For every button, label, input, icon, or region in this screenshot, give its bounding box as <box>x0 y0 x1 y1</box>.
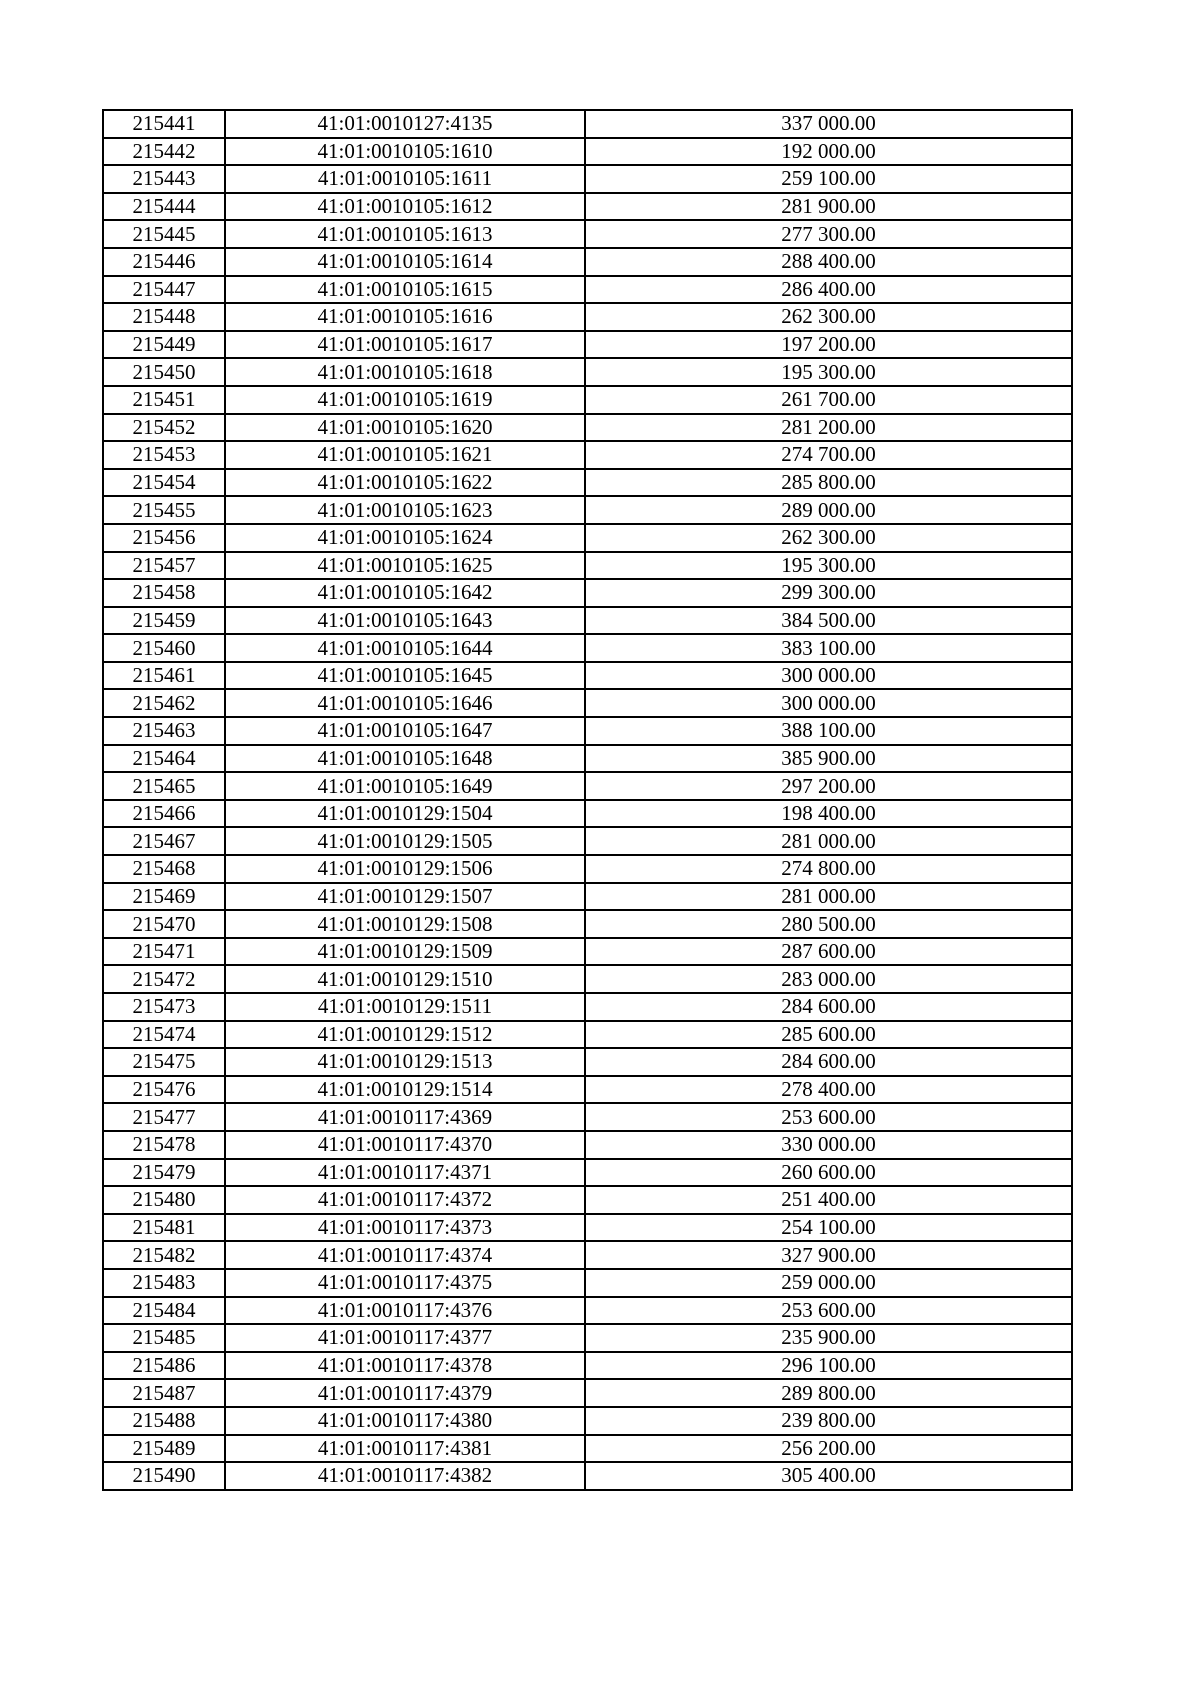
value-cell: 251 400.00 <box>585 1186 1072 1214</box>
row-number-cell: 215490 <box>103 1462 225 1490</box>
value-cell: 260 600.00 <box>585 1159 1072 1187</box>
table-row <box>103 1241 1072 1269</box>
cadastral-number-cell: 41:01:0010105:1644 <box>225 634 585 662</box>
row-number-cell: 215454 <box>103 469 225 497</box>
table-row <box>103 414 1072 442</box>
cadastral-number-cell: 41:01:0010105:1611 <box>225 165 585 193</box>
row-number-cell: 215487 <box>103 1379 225 1407</box>
cadastral-number-cell: 41:01:0010105:1625 <box>225 552 585 580</box>
data-table <box>102 109 1073 1491</box>
row-number-cell: 215444 <box>103 193 225 221</box>
table-row <box>103 220 1072 248</box>
table-row <box>103 138 1072 166</box>
table-row <box>103 662 1072 690</box>
table-row <box>103 1435 1072 1463</box>
table-row <box>103 717 1072 745</box>
value-cell: 297 200.00 <box>585 772 1072 800</box>
row-number-cell: 215475 <box>103 1048 225 1076</box>
cadastral-number-cell: 41:01:0010105:1621 <box>225 441 585 469</box>
row-number-cell: 215462 <box>103 689 225 717</box>
row-number-cell: 215470 <box>103 910 225 938</box>
row-number-cell: 215488 <box>103 1407 225 1435</box>
row-number-cell: 215476 <box>103 1076 225 1104</box>
row-number-cell: 215474 <box>103 1021 225 1049</box>
value-cell: 286 400.00 <box>585 276 1072 304</box>
table-row <box>103 1407 1072 1435</box>
cadastral-number-cell: 41:01:0010105:1622 <box>225 469 585 497</box>
row-number-cell: 215486 <box>103 1352 225 1380</box>
table-row <box>103 524 1072 552</box>
row-number-cell: 215457 <box>103 552 225 580</box>
table-row <box>103 1462 1072 1490</box>
row-number-cell: 215465 <box>103 772 225 800</box>
value-cell: 198 400.00 <box>585 800 1072 828</box>
row-number-cell: 215449 <box>103 331 225 359</box>
cadastral-number-cell: 41:01:0010117:4378 <box>225 1352 585 1380</box>
value-cell: 284 600.00 <box>585 993 1072 1021</box>
cadastral-number-cell: 41:01:0010105:1642 <box>225 579 585 607</box>
table-row <box>103 1352 1072 1380</box>
cadastral-number-cell: 41:01:0010105:1623 <box>225 496 585 524</box>
table-row <box>103 1379 1072 1407</box>
row-number-cell: 215464 <box>103 745 225 773</box>
value-cell: 330 000.00 <box>585 1131 1072 1159</box>
cadastral-number-cell: 41:01:0010117:4375 <box>225 1269 585 1297</box>
value-cell: 259 000.00 <box>585 1269 1072 1297</box>
value-cell: 262 300.00 <box>585 524 1072 552</box>
value-cell: 195 300.00 <box>585 358 1072 386</box>
row-number-cell: 215446 <box>103 248 225 276</box>
row-number-cell: 215461 <box>103 662 225 690</box>
row-number-cell: 215456 <box>103 524 225 552</box>
cadastral-number-cell: 41:01:0010129:1512 <box>225 1021 585 1049</box>
value-cell: 253 600.00 <box>585 1297 1072 1325</box>
cadastral-number-cell: 41:01:0010105:1613 <box>225 220 585 248</box>
cadastral-number-cell: 41:01:0010117:4380 <box>225 1407 585 1435</box>
cadastral-number-cell: 41:01:0010129:1507 <box>225 883 585 911</box>
row-number-cell: 215485 <box>103 1324 225 1352</box>
row-number-cell: 215472 <box>103 965 225 993</box>
row-number-cell: 215448 <box>103 303 225 331</box>
row-number-cell: 215468 <box>103 855 225 883</box>
value-cell: 281 000.00 <box>585 827 1072 855</box>
value-cell: 300 000.00 <box>585 689 1072 717</box>
value-cell: 283 000.00 <box>585 965 1072 993</box>
value-cell: 280 500.00 <box>585 910 1072 938</box>
cadastral-number-cell: 41:01:0010105:1617 <box>225 331 585 359</box>
cadastral-number-cell: 41:01:0010117:4382 <box>225 1462 585 1490</box>
row-number-cell: 215458 <box>103 579 225 607</box>
cadastral-number-cell: 41:01:0010129:1504 <box>225 800 585 828</box>
cadastral-number-cell: 41:01:0010127:4135 <box>225 110 585 138</box>
table-row <box>103 441 1072 469</box>
cadastral-number-cell: 41:01:0010117:4374 <box>225 1241 585 1269</box>
value-cell: 253 600.00 <box>585 1103 1072 1131</box>
value-cell: 262 300.00 <box>585 303 1072 331</box>
value-cell: 281 900.00 <box>585 193 1072 221</box>
value-cell: 285 800.00 <box>585 469 1072 497</box>
row-number-cell: 215489 <box>103 1435 225 1463</box>
value-cell: 197 200.00 <box>585 331 1072 359</box>
cadastral-number-cell: 41:01:0010105:1618 <box>225 358 585 386</box>
table-row <box>103 1186 1072 1214</box>
cadastral-number-cell: 41:01:0010129:1510 <box>225 965 585 993</box>
table-row <box>103 1076 1072 1104</box>
row-number-cell: 215452 <box>103 414 225 442</box>
row-number-cell: 215471 <box>103 938 225 966</box>
row-number-cell: 215466 <box>103 800 225 828</box>
table-row <box>103 800 1072 828</box>
cadastral-number-cell: 41:01:0010105:1647 <box>225 717 585 745</box>
cadastral-number-cell: 41:01:0010117:4372 <box>225 1186 585 1214</box>
table-row <box>103 552 1072 580</box>
table-row <box>103 1214 1072 1242</box>
value-cell: 289 000.00 <box>585 496 1072 524</box>
row-number-cell: 215481 <box>103 1214 225 1242</box>
row-number-cell: 215453 <box>103 441 225 469</box>
cadastral-number-cell: 41:01:0010129:1505 <box>225 827 585 855</box>
value-cell: 235 900.00 <box>585 1324 1072 1352</box>
cadastral-number-cell: 41:01:0010105:1645 <box>225 662 585 690</box>
table-row <box>103 1297 1072 1325</box>
cadastral-number-cell: 41:01:0010129:1506 <box>225 855 585 883</box>
table-row <box>103 1021 1072 1049</box>
table-row <box>103 1324 1072 1352</box>
cadastral-number-cell: 41:01:0010105:1614 <box>225 248 585 276</box>
table-row <box>103 469 1072 497</box>
table-row <box>103 303 1072 331</box>
table-row <box>103 1103 1072 1131</box>
table-row <box>103 1048 1072 1076</box>
cadastral-number-cell: 41:01:0010105:1646 <box>225 689 585 717</box>
value-cell: 327 900.00 <box>585 1241 1072 1269</box>
value-cell: 239 800.00 <box>585 1407 1072 1435</box>
row-number-cell: 215483 <box>103 1269 225 1297</box>
table-row <box>103 965 1072 993</box>
table-row <box>103 772 1072 800</box>
value-cell: 300 000.00 <box>585 662 1072 690</box>
value-cell: 388 100.00 <box>585 717 1072 745</box>
cadastral-number-cell: 41:01:0010129:1509 <box>225 938 585 966</box>
row-number-cell: 215441 <box>103 110 225 138</box>
row-number-cell: 215447 <box>103 276 225 304</box>
cadastral-number-cell: 41:01:0010117:4376 <box>225 1297 585 1325</box>
row-number-cell: 215477 <box>103 1103 225 1131</box>
row-number-cell: 215460 <box>103 634 225 662</box>
row-number-cell: 215451 <box>103 386 225 414</box>
row-number-cell: 215479 <box>103 1159 225 1187</box>
row-number-cell: 215442 <box>103 138 225 166</box>
table-row <box>103 607 1072 635</box>
cadastral-number-cell: 41:01:0010129:1514 <box>225 1076 585 1104</box>
row-number-cell: 215482 <box>103 1241 225 1269</box>
table-row <box>103 855 1072 883</box>
cadastral-number-cell: 41:01:0010117:4369 <box>225 1103 585 1131</box>
value-cell: 284 600.00 <box>585 1048 1072 1076</box>
cadastral-number-cell: 41:01:0010117:4371 <box>225 1159 585 1187</box>
cadastral-number-cell: 41:01:0010117:4379 <box>225 1379 585 1407</box>
cadastral-number-cell: 41:01:0010117:4381 <box>225 1435 585 1463</box>
value-cell: 256 200.00 <box>585 1435 1072 1463</box>
row-number-cell: 215469 <box>103 883 225 911</box>
cadastral-number-cell: 41:01:0010129:1513 <box>225 1048 585 1076</box>
value-cell: 281 200.00 <box>585 414 1072 442</box>
table-row <box>103 579 1072 607</box>
cadastral-number-cell: 41:01:0010105:1616 <box>225 303 585 331</box>
cadastral-number-cell: 41:01:0010105:1619 <box>225 386 585 414</box>
value-cell: 337 000.00 <box>585 110 1072 138</box>
table-row <box>103 993 1072 1021</box>
value-cell: 384 500.00 <box>585 607 1072 635</box>
cadastral-number-cell: 41:01:0010129:1511 <box>225 993 585 1021</box>
table-row <box>103 634 1072 662</box>
table-row <box>103 910 1072 938</box>
table-row <box>103 331 1072 359</box>
value-cell: 288 400.00 <box>585 248 1072 276</box>
table-row <box>103 165 1072 193</box>
table-row <box>103 1269 1072 1297</box>
value-cell: 281 000.00 <box>585 883 1072 911</box>
table-row <box>103 745 1072 773</box>
cadastral-number-cell: 41:01:0010105:1643 <box>225 607 585 635</box>
value-cell: 383 100.00 <box>585 634 1072 662</box>
table-row <box>103 496 1072 524</box>
value-cell: 385 900.00 <box>585 745 1072 773</box>
row-number-cell: 215467 <box>103 827 225 855</box>
cadastral-number-cell: 41:01:0010105:1649 <box>225 772 585 800</box>
value-cell: 195 300.00 <box>585 552 1072 580</box>
row-number-cell: 215478 <box>103 1131 225 1159</box>
cadastral-number-cell: 41:01:0010105:1615 <box>225 276 585 304</box>
row-number-cell: 215450 <box>103 358 225 386</box>
cadastral-number-cell: 41:01:0010117:4373 <box>225 1214 585 1242</box>
value-cell: 299 300.00 <box>585 579 1072 607</box>
table-body <box>103 110 1072 1490</box>
value-cell: 192 000.00 <box>585 138 1072 166</box>
cadastral-number-cell: 41:01:0010117:4377 <box>225 1324 585 1352</box>
value-cell: 259 100.00 <box>585 165 1072 193</box>
table-row <box>103 938 1072 966</box>
value-cell: 277 300.00 <box>585 220 1072 248</box>
value-cell: 285 600.00 <box>585 1021 1072 1049</box>
value-cell: 254 100.00 <box>585 1214 1072 1242</box>
cadastral-number-cell: 41:01:0010105:1648 <box>225 745 585 773</box>
cadastral-number-cell: 41:01:0010105:1610 <box>225 138 585 166</box>
table-row <box>103 827 1072 855</box>
value-cell: 296 100.00 <box>585 1352 1072 1380</box>
value-cell: 274 800.00 <box>585 855 1072 883</box>
value-cell: 305 400.00 <box>585 1462 1072 1490</box>
table-row <box>103 193 1072 221</box>
row-number-cell: 215455 <box>103 496 225 524</box>
value-cell: 261 700.00 <box>585 386 1072 414</box>
row-number-cell: 215445 <box>103 220 225 248</box>
cadastral-number-cell: 41:01:0010117:4370 <box>225 1131 585 1159</box>
cadastral-number-cell: 41:01:0010105:1620 <box>225 414 585 442</box>
row-number-cell: 215473 <box>103 993 225 1021</box>
row-number-cell: 215463 <box>103 717 225 745</box>
table-row <box>103 689 1072 717</box>
value-cell: 289 800.00 <box>585 1379 1072 1407</box>
table-row <box>103 883 1072 911</box>
row-number-cell: 215480 <box>103 1186 225 1214</box>
table-row <box>103 358 1072 386</box>
table-row <box>103 386 1072 414</box>
cadastral-number-cell: 41:01:0010129:1508 <box>225 910 585 938</box>
table-row <box>103 1131 1072 1159</box>
value-cell: 278 400.00 <box>585 1076 1072 1104</box>
value-cell: 287 600.00 <box>585 938 1072 966</box>
table-row <box>103 110 1072 138</box>
row-number-cell: 215459 <box>103 607 225 635</box>
cadastral-number-cell: 41:01:0010105:1612 <box>225 193 585 221</box>
value-cell: 274 700.00 <box>585 441 1072 469</box>
row-number-cell: 215484 <box>103 1297 225 1325</box>
table-row <box>103 276 1072 304</box>
cadastral-number-cell: 41:01:0010105:1624 <box>225 524 585 552</box>
row-number-cell: 215443 <box>103 165 225 193</box>
table-row <box>103 1159 1072 1187</box>
table-row <box>103 248 1072 276</box>
